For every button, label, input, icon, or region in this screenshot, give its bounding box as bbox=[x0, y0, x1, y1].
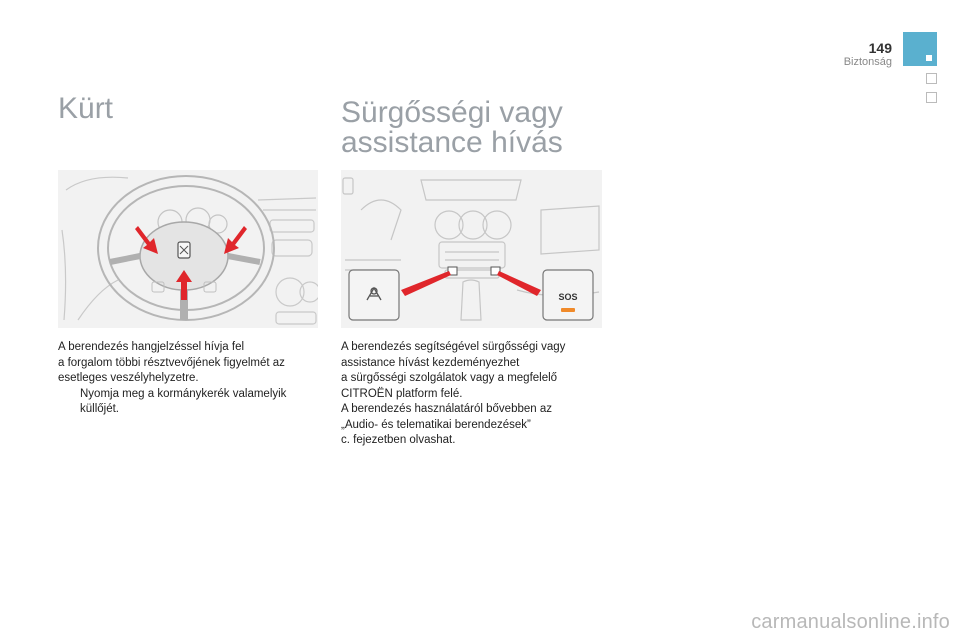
paragraph-line: assistance hívást kezdeményezhet bbox=[341, 356, 520, 369]
section-name: Biztonság bbox=[843, 56, 892, 68]
paragraph-line: a sürgősségi szolgálatok vagy a megfelelő bbox=[341, 372, 558, 384]
chapter-tab-box[interactable] bbox=[926, 73, 937, 84]
horn-title: Kürt bbox=[58, 92, 114, 125]
steering-wheel-illustration bbox=[58, 170, 318, 328]
chapter-tab-box[interactable] bbox=[926, 92, 937, 103]
emergency-call-title bbox=[341, 98, 563, 158]
bullet-line: küllőjét. bbox=[80, 403, 119, 415]
page-number: 149 bbox=[868, 40, 892, 56]
paragraph-line: A berendezés használatáról bővebben az bbox=[341, 403, 552, 415]
instruction-bullet bbox=[58, 387, 308, 418]
paragraph-line: a forgalom többi résztvevőjének figyelmét az bbox=[58, 356, 285, 369]
horn-body-text bbox=[58, 340, 308, 418]
paragraph-line: esetleges veszélyhelyzetre. bbox=[58, 372, 199, 384]
title-line: Sürgősségi vagy bbox=[341, 96, 563, 129]
title-line: assistance hívás bbox=[341, 126, 563, 159]
dashboard-sos-illustration bbox=[341, 170, 602, 328]
bullet-arrow-icon bbox=[58, 387, 80, 418]
paragraph-line: c. fejezetben olvashat. bbox=[341, 434, 456, 446]
paragraph-line: A berendezés segítségével sürgősségi vagy bbox=[341, 341, 566, 353]
chapter-tab-dot bbox=[926, 55, 932, 61]
sos-label: SOS bbox=[558, 292, 578, 302]
paragraph-line: „Audio- és telematikai berendezések” bbox=[341, 418, 531, 431]
sos-indicator-led bbox=[561, 308, 575, 312]
paragraph-line: CITROËN platform felé. bbox=[341, 387, 463, 400]
emergency-body-text bbox=[341, 340, 603, 449]
watermark: carmanualsonline.info bbox=[751, 611, 950, 633]
bullet-line: Nyomja meg a kormánykerék valamelyik bbox=[80, 387, 287, 400]
paragraph-line: A berendezés hangjelzéssel hívja fel bbox=[58, 341, 245, 353]
